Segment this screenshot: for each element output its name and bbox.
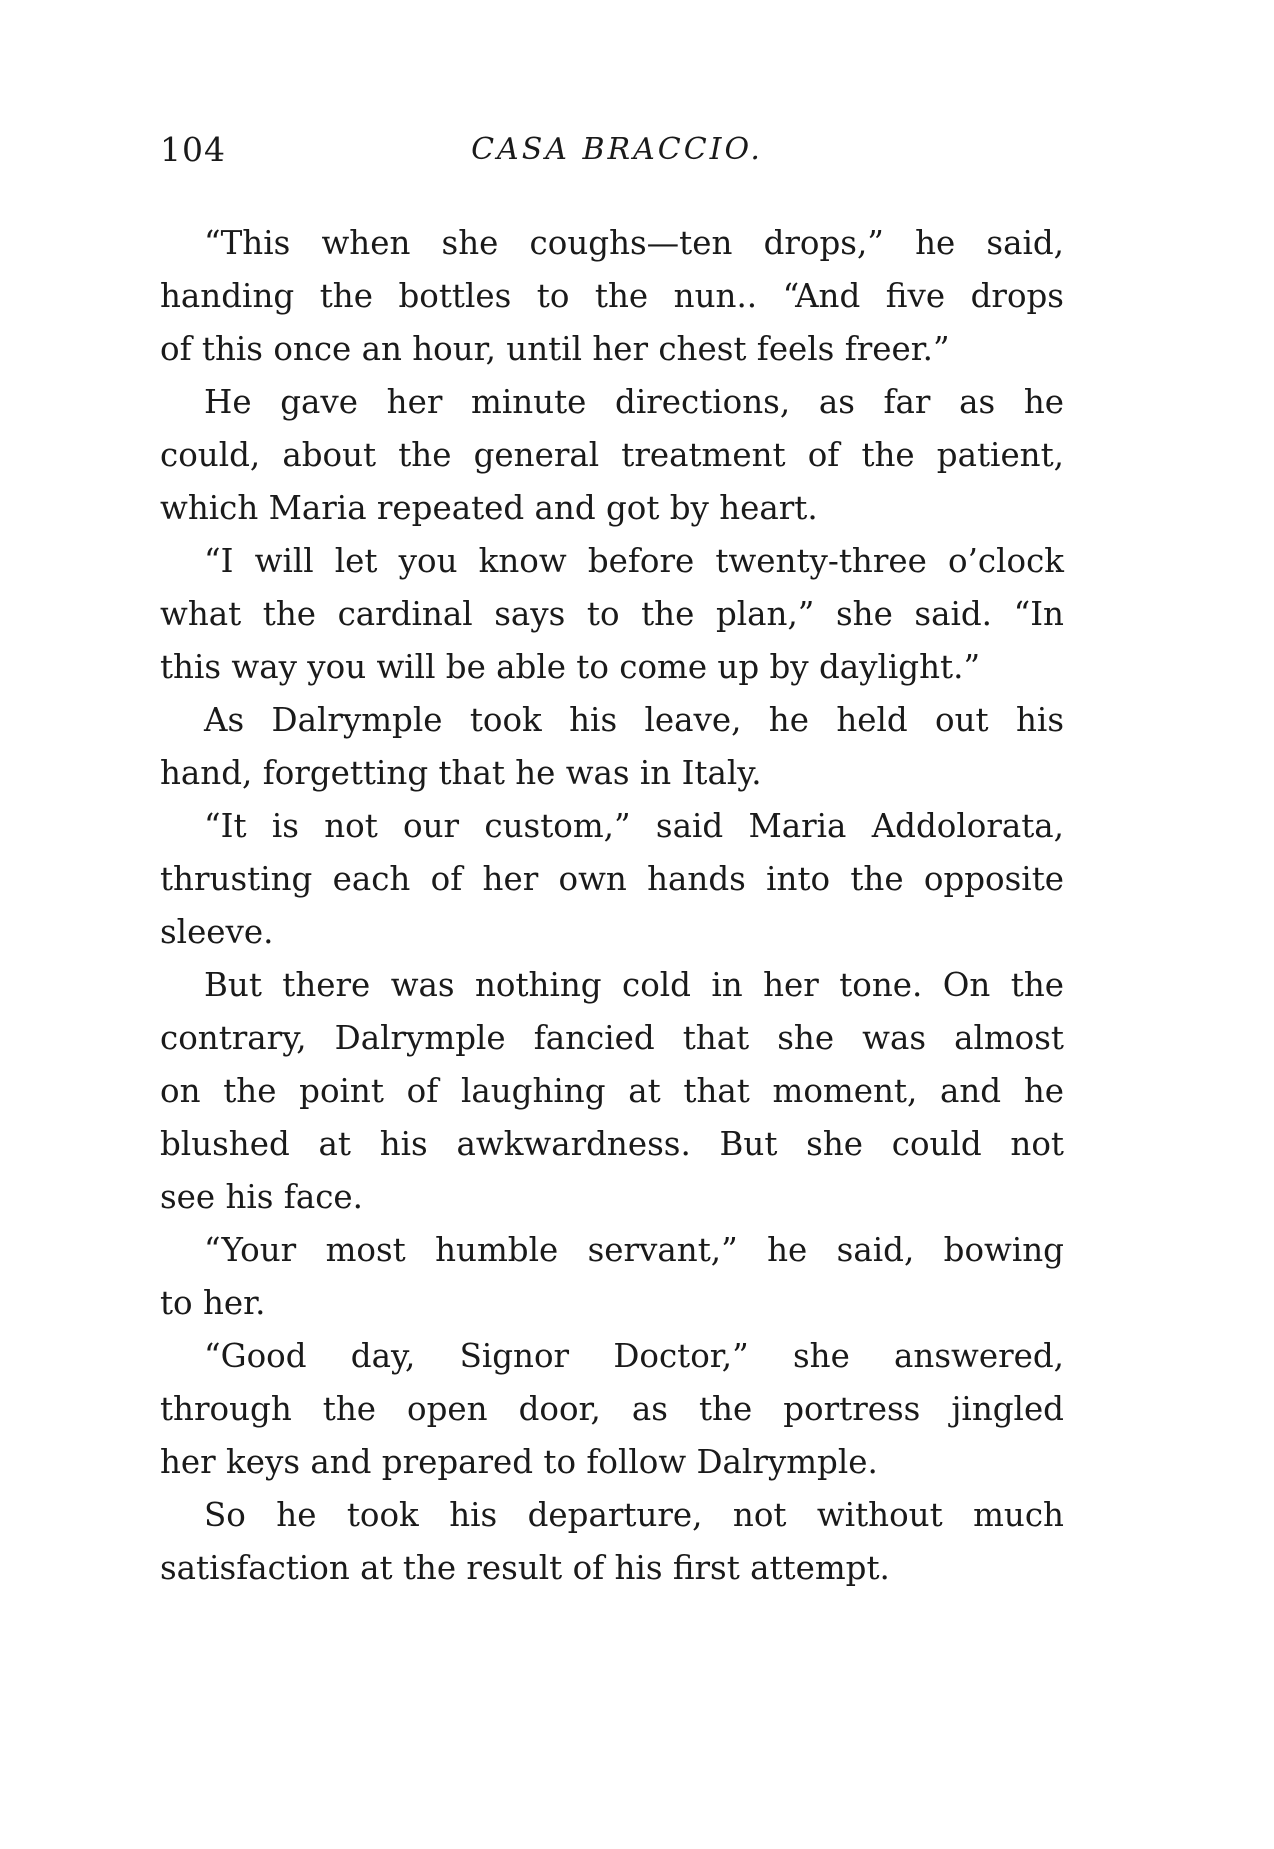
page-number: 104	[160, 130, 226, 169]
text-line: “Your most humble servant,” he said, bowing	[204, 1231, 1064, 1269]
text-line: “It is not our custom,” said Maria Addolorata,	[204, 807, 1064, 845]
text-line: through the open door, as the portress jingled	[160, 1390, 1064, 1428]
text-line: could, about the general treatment of the patient,	[160, 436, 1064, 474]
text-line: blushed at his awkwardness. But she could not	[160, 1125, 1064, 1163]
body-text	[160, 217, 1064, 1595]
text-line: “Good day, Signor Doctor,” she answered,	[204, 1337, 1064, 1375]
text-line: what the cardinal says to the plan,” she said. “In	[160, 595, 1064, 633]
paragraph	[160, 376, 1064, 535]
text-line: “This when she coughs—ten drops,” he said,	[204, 224, 1064, 262]
paragraph	[160, 1224, 1064, 1330]
text-line: of this once an hour, until her chest feels freer.”	[160, 330, 950, 368]
text-line: which Maria repeated and got by heart.	[160, 489, 818, 527]
text-line: see his face.	[160, 1178, 363, 1216]
text-line: “I will let you know before twenty-three o’clock	[204, 542, 1064, 580]
paragraph	[160, 959, 1064, 1224]
paragraph	[160, 1330, 1064, 1489]
text-line: contrary, Dalrymple fancied that she was almost	[160, 1019, 1064, 1057]
text-line: satisfaction at the result of his first attempt.	[160, 1549, 890, 1587]
running-head	[160, 128, 1064, 172]
text-line: on the point of laughing at that moment, and he	[160, 1072, 1064, 1110]
text-line: sleeve.	[160, 913, 274, 951]
text-line: So he took his departure, not without much	[204, 1496, 1064, 1534]
paragraph	[160, 535, 1064, 694]
text-line: thrusting each of her own hands into the opposite	[160, 860, 1064, 898]
running-title: CASA BRACCIO.	[471, 132, 763, 167]
text-line: to her.	[160, 1284, 266, 1322]
text-line: her keys and prepared to follow Dalrymple.	[160, 1443, 878, 1481]
text-line: But there was nothing cold in her tone. On the	[204, 966, 1064, 1004]
paragraph	[160, 694, 1064, 800]
paragraph	[160, 800, 1064, 959]
paragraph	[160, 217, 1064, 376]
paragraph	[160, 1489, 1064, 1595]
text-line: hand, forgetting that he was in Italy.	[160, 754, 762, 792]
text-line: He gave her minute directions, as far as he	[204, 383, 1064, 421]
text-line: handing the bottles to the nun.. “And five drops	[160, 277, 1064, 315]
text-line: this way you will be able to come up by daylight.”	[160, 648, 981, 686]
text-line: As Dalrymple took his leave, he held out his	[204, 701, 1064, 739]
